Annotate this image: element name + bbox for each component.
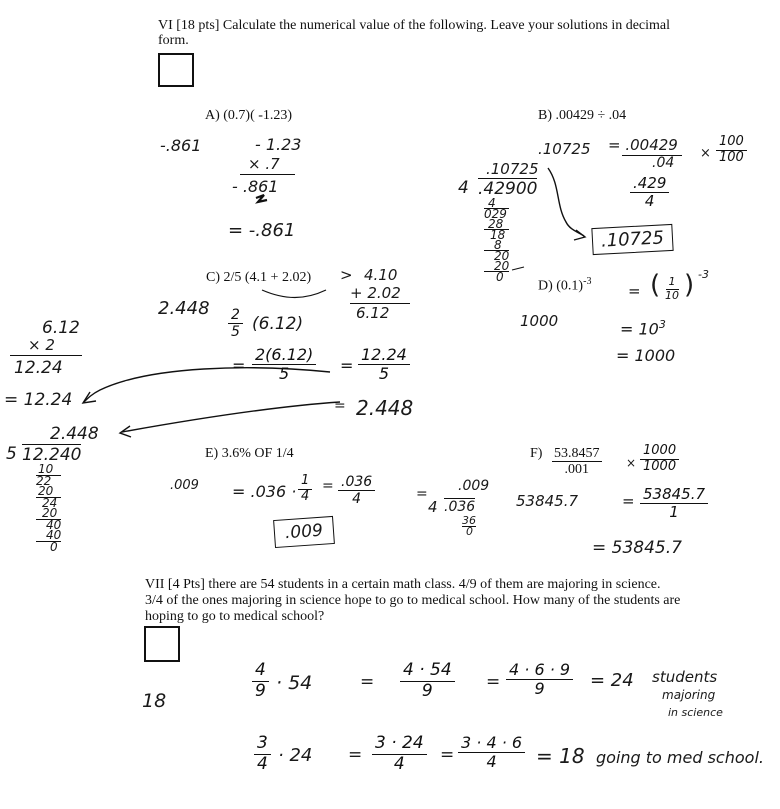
work-e-div-quotient: .009 [458, 478, 490, 494]
work-b-divisor: 4 [458, 178, 469, 198]
work-e-div-dividend: .036 [444, 499, 476, 515]
problem-f-fraction: $\frac{53.8457}{.001}$ [554, 446, 600, 478]
section-7-line-1: VII [4 Pts] there are 54 students in a certain math class. 4/9 of them are majoring in science. [145, 577, 661, 592]
work-b-long-division-steps: 4 029 28 18 8 20 20 0 [484, 196, 510, 284]
row-1-eq-1: = [360, 672, 375, 692]
row-2-eq-2: = [440, 745, 455, 765]
work-e-quarter: $\frac{1}{4}$ [298, 474, 312, 505]
work-c-mult-result: = 12.24 [4, 390, 73, 410]
work-e-fraction: $\frac{.036}{4}$ [338, 474, 375, 507]
work-f-fraction: $\frac{53845.7}{1}$ [640, 486, 708, 522]
problem-f-label: F) [530, 446, 543, 461]
work-c-div-divisor: 5 [6, 444, 17, 464]
work-c-eq-3: = [334, 398, 346, 414]
work-f-eq-1: = [622, 492, 635, 510]
work-c-mult-mid: × 2 [28, 336, 55, 354]
section-7-line-2: 3/4 of the ones majoring in science hope to go to medical school. How many of the students are [145, 593, 681, 608]
work-e-eq-2: = [322, 478, 334, 494]
work-e-eq-3: = [416, 486, 428, 502]
row-1-fraction-a-rest: · 54 [276, 672, 313, 694]
work-a-factor-1: - 1.23 [255, 135, 302, 154]
row-2-fraction-c: $\frac{3 \cdot 4 \cdot 6}{4}$ [458, 734, 525, 772]
row-1-note-students: students [652, 668, 718, 686]
work-c-fraction-1: $\frac{2}{5}$ [228, 307, 243, 340]
work-d-eq-3: = 1000 [616, 346, 676, 365]
row-2-eq-1: = [348, 745, 363, 765]
row-2-fraction-a: $\frac{3}{4}$ [254, 734, 271, 774]
work-b-fraction-numerator: = .00429 [608, 136, 678, 154]
row-1-fraction-b: $\frac{4 \cdot 54}{9}$ [400, 661, 455, 701]
work-a-lhs: -.861 [160, 136, 202, 155]
row-1-note-science: in science [668, 706, 723, 719]
work-b-quotient: .10725 [486, 160, 539, 178]
work-d-eq-2: = $10^3$ [620, 318, 666, 339]
row-1-eq-2: = [486, 672, 501, 692]
row-1-result: = 24 [590, 670, 634, 691]
work-b-dividend: .42900 [478, 179, 538, 199]
section-6-heading: VI [18 pts] Calculate the numerical value of the following. Leave your solutions in decimal [158, 18, 671, 33]
work-b-fraction-denominator: .04 [652, 155, 675, 171]
problem-d-label: D) $(0.1)^{-3}$ [538, 276, 592, 294]
work-c-add-mid: + 2.02 [350, 284, 401, 302]
work-d-paren-open: ( [650, 270, 661, 300]
work-c-eq: = [232, 356, 246, 375]
work-c-arrow: > [340, 266, 353, 284]
work-c-fraction-3: $\frac{12.24}{5}$ [358, 346, 410, 384]
work-c-add-top: 4.10 [364, 266, 398, 284]
row-2-result: = 18 [536, 744, 585, 768]
row-1-fraction-c: $\frac{4 \cdot 6 \cdot 9}{9}$ [506, 661, 573, 699]
work-d-eq-1: = [628, 282, 641, 300]
work-e-step-1: = .036 · [232, 482, 297, 501]
work-f-times: × [626, 456, 637, 470]
work-c-div-quotient: 2.448 [50, 424, 99, 444]
work-f-multiplier: $\frac{1000}{1000}$ [640, 444, 679, 475]
work-f-lhs: 53845.7 [516, 492, 579, 510]
work-c-mult-product: 12.24 [14, 358, 63, 378]
work-c-add-sum: 6.12 [356, 304, 390, 322]
problem-b-label: B) .00429 ÷ .04 [538, 108, 627, 123]
work-c-div-steps: 10 22 20 24 20 40 40 0 [36, 462, 62, 554]
problem-e-label: E) 3.6% OF 1/4 [205, 446, 294, 461]
section-6-heading-continued: form. [158, 33, 189, 48]
section-7-line-3: hoping to go to medical school? [145, 609, 325, 624]
problem-c-label: C) 2/5 (4.1 + 2.02) [206, 270, 312, 285]
work-e-answer-box: .009 [273, 516, 335, 548]
work-f-result: = 53845.7 [592, 538, 682, 558]
row-2-note: going to med school. [596, 748, 764, 767]
row-1-fraction-a: $\frac{4}{9}$ [252, 661, 269, 701]
row-1-note-majoring: majoring [662, 688, 716, 702]
work-b-multiplier: $\frac{100}{100}$ [716, 135, 747, 166]
work-c-lhs: 2.448 [158, 298, 210, 319]
row-2-fraction-b: $\frac{3 \cdot 24}{4}$ [372, 734, 427, 774]
work-d-lhs: 1000 [520, 312, 559, 330]
work-e-lhs: .009 [170, 478, 199, 493]
problem-a-label: A) (0.7)( -1.23) [205, 108, 293, 123]
work-d-paren-close: ) [684, 270, 695, 300]
work-c-fraction-1-rest: (6.12) [252, 314, 304, 334]
work-c-eq-2: = [340, 356, 354, 375]
work-b-answer-box: .10725 [591, 224, 673, 255]
section-7-answer: 18 [142, 690, 167, 712]
work-b-quotient-note: .10725 [538, 140, 591, 158]
work-a-product: - .861 [232, 177, 279, 196]
work-b-simplified-fraction: $\frac{.429}{4}$ [630, 175, 669, 211]
work-e-div-divisor: 4 [428, 498, 438, 516]
work-a-factor-2: × .7 [248, 155, 280, 173]
work-c-mult-top: 6.12 [42, 318, 80, 338]
work-e-div-steps: 36 0 [462, 514, 476, 538]
work-a-result: = -.861 [228, 220, 296, 241]
row-2-fraction-a-rest: · 24 [278, 745, 313, 766]
work-c-div-dividend: 12.240 [22, 445, 82, 465]
work-c-result: 2.448 [356, 396, 414, 420]
work-d-exp-1: -3 [698, 268, 709, 281]
work-b-times: × [700, 146, 711, 161]
work-d-fraction: $\frac{1}{10}$ [665, 275, 679, 302]
work-c-fraction-2: $\frac{2(6.12)}{5}$ [252, 346, 316, 384]
